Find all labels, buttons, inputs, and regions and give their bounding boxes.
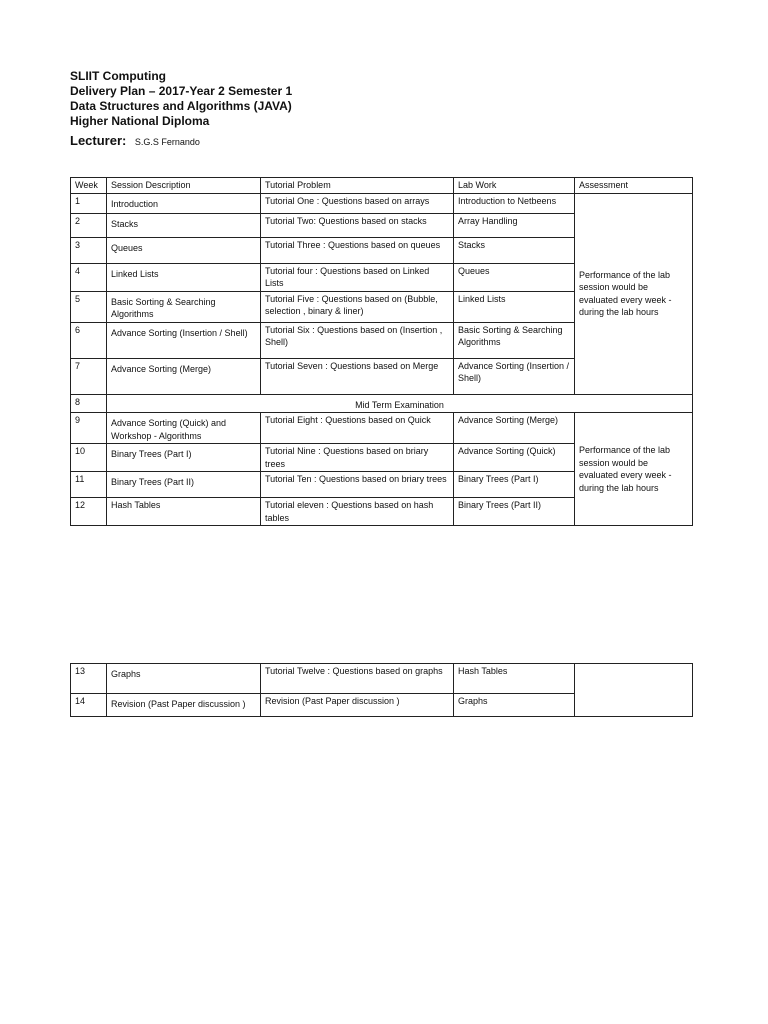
tutorial-cell: Tutorial Seven : Questions based on Merge (261, 358, 454, 394)
week-cell: 1 (71, 193, 107, 213)
column-header: Lab Work (454, 178, 575, 194)
session-cell: Queues (107, 237, 261, 263)
week-cell: 5 (71, 291, 107, 322)
column-header: Week (71, 178, 107, 194)
tutorial-cell: Tutorial Three : Questions based on queues (261, 237, 454, 263)
session-cell: Introduction (107, 193, 261, 213)
column-header: Tutorial Problem (261, 178, 454, 194)
assessment-cell: Performance of the lab session would be evaluated every week - during the lab hours (575, 413, 693, 526)
session-cell: Basic Sorting & Searching Algorithms (107, 291, 261, 322)
week-cell: 13 (71, 664, 107, 694)
lab-cell: Advance Sorting (Insertion / Shell) (454, 358, 575, 394)
table-header-row (71, 178, 693, 194)
assessment-cell (575, 664, 693, 717)
week-cell: 2 (71, 213, 107, 237)
lab-cell: Array Handling (454, 213, 575, 237)
tutorial-cell: Tutorial four : Questions based on Linked Lists (261, 263, 454, 291)
tutorial-cell: Tutorial Six : Questions based on (Insertion , Shell) (261, 322, 454, 358)
week-cell: 12 (71, 498, 107, 526)
lab-cell: Linked Lists (454, 291, 575, 322)
lab-cell: Introduction to Netbeens (454, 193, 575, 213)
session-cell: Graphs (107, 664, 261, 694)
program-title: Higher National Diploma (70, 114, 210, 128)
course-title: Data Structures and Algorithms (JAVA) (70, 99, 292, 113)
tutorial-cell: Tutorial eleven : Questions based on hash tables (261, 498, 454, 526)
tutorial-cell: Tutorial Nine : Questions based on briary trees (261, 444, 454, 472)
lecturer-label: Lecturer: (70, 133, 127, 148)
tutorial-cell: Revision (Past Paper discussion ) (261, 694, 454, 717)
tutorial-cell: Tutorial Ten : Questions based on briary trees (261, 472, 454, 498)
lab-cell: Hash Tables (454, 664, 575, 694)
lab-cell: Binary Trees (Part II) (454, 498, 575, 526)
table-row (71, 394, 693, 413)
lab-cell: Basic Sorting & Searching Algorithms (454, 322, 575, 358)
lab-cell: Advance Sorting (Merge) (454, 413, 575, 444)
session-cell: Linked Lists (107, 263, 261, 291)
week-cell: 6 (71, 322, 107, 358)
week-cell: 11 (71, 472, 107, 498)
table-row (71, 413, 693, 444)
session-cell: Revision (Past Paper discussion ) (107, 694, 261, 717)
delivery-plan-table (70, 177, 693, 526)
session-cell: Hash Tables (107, 498, 261, 526)
table-row (71, 193, 693, 213)
week-cell: 4 (71, 263, 107, 291)
midterm-cell: Mid Term Examination (107, 394, 693, 413)
table-row (71, 664, 693, 694)
lab-cell: Binary Trees (Part I) (454, 472, 575, 498)
week-cell: 10 (71, 444, 107, 472)
lecturer-line (70, 132, 200, 150)
week-cell: 8 (71, 394, 107, 413)
lab-cell: Stacks (454, 237, 575, 263)
document-header (70, 69, 292, 129)
lab-cell: Graphs (454, 694, 575, 717)
week-cell: 3 (71, 237, 107, 263)
tutorial-cell: Tutorial Eight : Questions based on Quick (261, 413, 454, 444)
assessment-cell: Performance of the lab session would be evaluated every week - during the lab hours (575, 193, 693, 394)
session-cell: Advance Sorting (Insertion / Shell) (107, 322, 261, 358)
session-cell: Stacks (107, 213, 261, 237)
column-header: Assessment (575, 178, 693, 194)
session-cell: Binary Trees (Part I) (107, 444, 261, 472)
tutorial-cell: Tutorial Two: Questions based on stacks (261, 213, 454, 237)
week-cell: 9 (71, 413, 107, 444)
session-cell: Advance Sorting (Merge) (107, 358, 261, 394)
week-cell: 14 (71, 694, 107, 717)
lab-cell: Queues (454, 263, 575, 291)
delivery-plan-title: Delivery Plan – 2017-Year 2 Semester 1 (70, 84, 293, 98)
tutorial-cell: Tutorial Five : Questions based on (Bubble, selection , binary & liner) (261, 291, 454, 322)
lecturer-name: S.G.S Fernando (134, 137, 200, 147)
delivery-plan-table-continued (70, 663, 693, 717)
session-cell: Binary Trees (Part II) (107, 472, 261, 498)
session-cell: Advance Sorting (Quick) and Workshop - Algorithms (107, 413, 261, 444)
week-cell: 7 (71, 358, 107, 394)
tutorial-cell: Tutorial Twelve : Questions based on graphs (261, 664, 454, 694)
tutorial-cell: Tutorial One : Questions based on arrays (261, 193, 454, 213)
column-header: Session Description (107, 178, 261, 194)
lab-cell: Advance Sorting (Quick) (454, 444, 575, 472)
institution-title: SLIIT Computing (70, 69, 166, 83)
